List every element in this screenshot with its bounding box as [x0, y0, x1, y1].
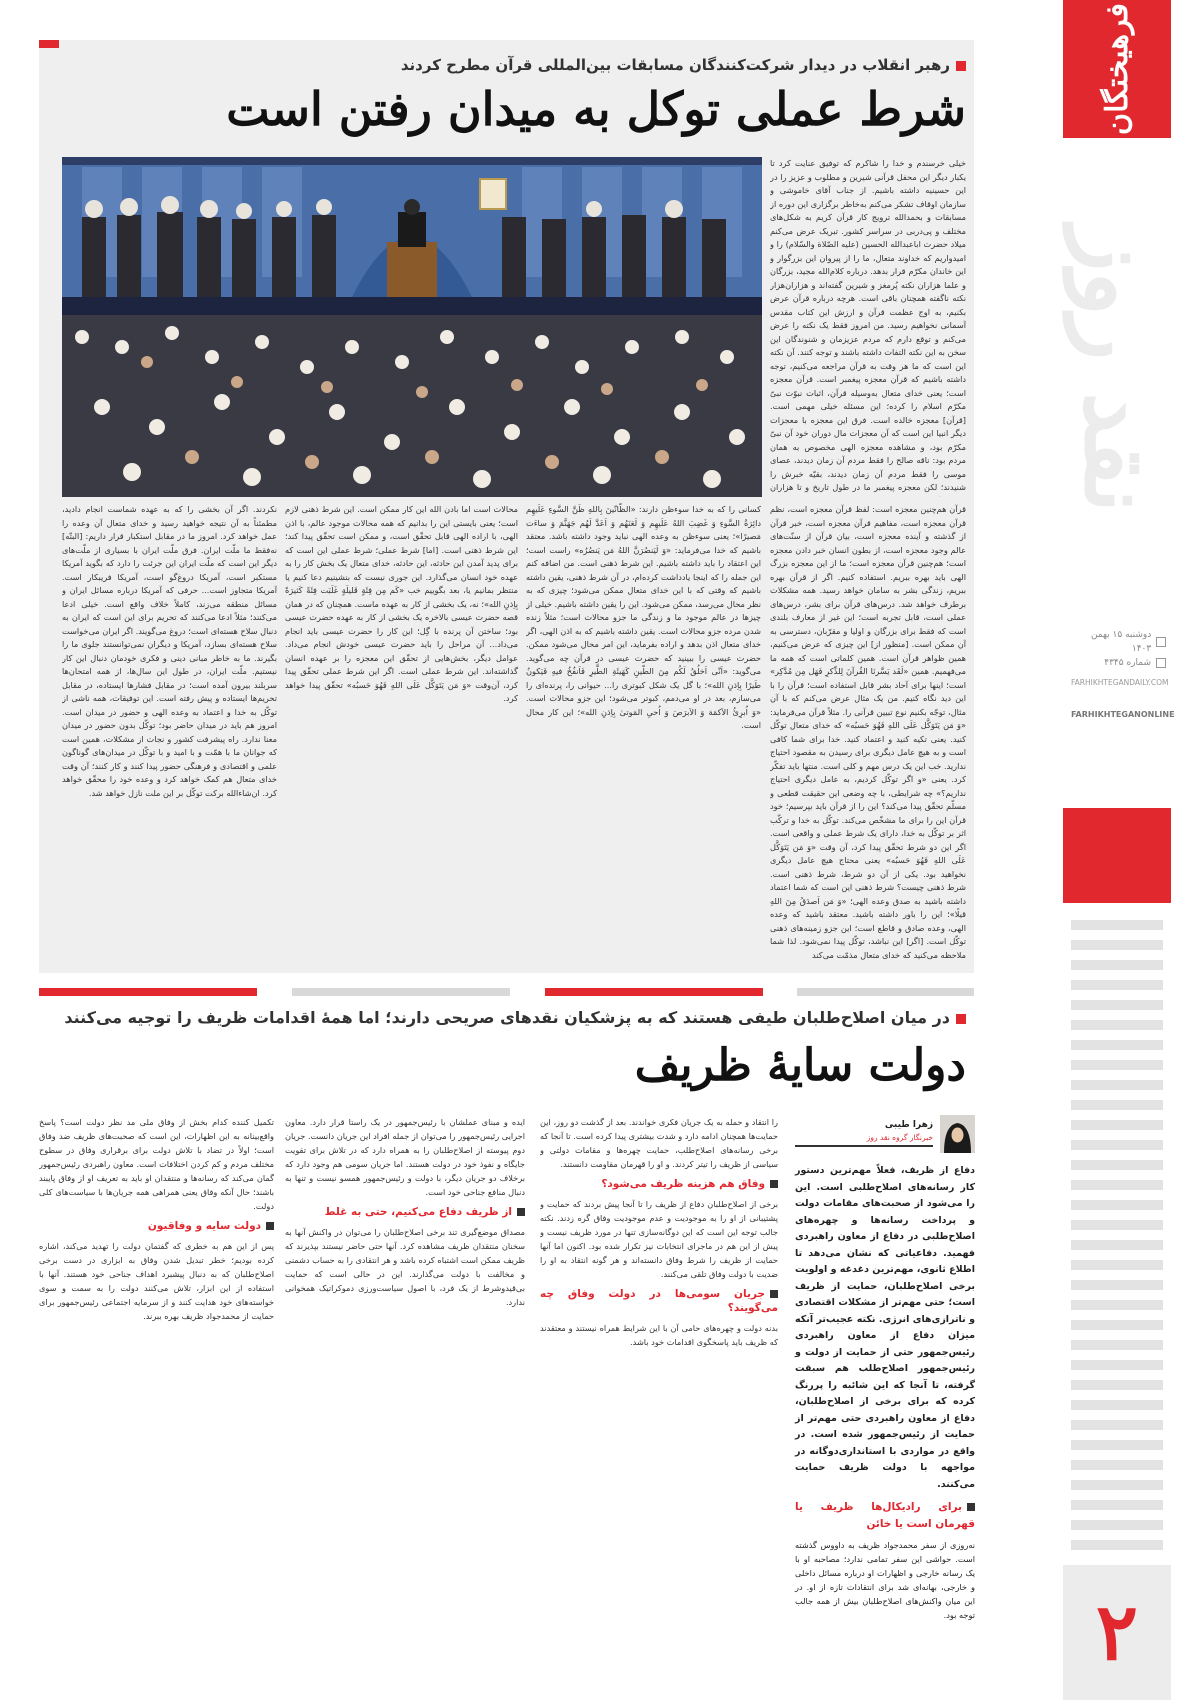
article-2-col-c: ایده و مبنای عملشان با رئیس‌جمهور در یک راستا قرار دارد. معاون اجرایی رئیس‌جمهور را می‌توان از جمله افراد این جریان دانست. جریان دوم پیوسته از اصلاح‌طلبان را به همراه دارد که در تلاش برای تقویت جایگاه و نفوذ خود در دولت هستند. اما جریان سومی هم وجود دارد که برخلاف دو جریان دیگر، با دولت و رئیس‌جمهور همسو نیست و تنها به دنبال منافع جناحی خود است. از ظریف دفاع می‌کنیم، حتی به غلط مصداق موضع‌گیری تند برخی اصلاح‌طلبان را می‌توان در واکنش آنها به سخنان منتقدان ظریف مشاهده کرد. آنها حتی حاضر نیستند بپذیرند که ظریف ممکن است اشتباه کرده باشد و هر انتقادی را به حساب دشمنی و مخالفت با دولت می‌گذارند. این در حالی است که حمایت بی‌قیدوشرط از یک فرد، با اصول سیاست‌ورزی دموکراتیک همخوانی ندارد.: [285, 1117, 525, 1307]
article-1-col-right-top: خیلی خرسندم و خدا را شاکرم که توفیق عنایت کرد تا یکبار دیگر این محفل قرآنی شیرین و مطلوب و عزیز را در این حسینیه داشته باشیم. از جناب آقای خاموشی و سازمان اوقاف تشکر می‌کنم به‌خاطر برگزاری این دوره از مسابقات و بحمدالله ترویج کار قرآن کریم به شکل‌های مختلف و پی‌دربی در سراسر کشور. تبریک عرض می‌کنم میلاد حضرت اباعبدالله الحسین (علیه الصّلاة والسّلام) را و امیدواریم که خداوند متعال، ما را از پیروان این بزرگوار و این خاندان مکرّم قرار بدهد. درباره کلام‌الله مجید، بزرگان و علما هزاران نکته پُرمغز و شیرین گفته‌اند و هزاران‌هزار نکته ناگفته همچنان باقی است. هرچه درباره قرآن عرض بکنیم، به اوج عظمت قرآن و ارزش این کتاب مقدس آسمانی نخواهیم رسید. من امروز فقط یک نکته را عرض می‌کنم و توقع دارم که مردم عزیزمان و شنوندگان این سخن به این نکته التفات داشته باشند و توجه کنند. آن نکته این است که ما هر وقت به قرآن مراجعه می‌کنیم، توجه داشته باشیم که قرآن معجزه پیغمبر است. قرآن معجزه است؛ یعنی خدای متعال به‌وسیله قرآن، اثبات نبوّت نبیّ مکرّم اسلام را کرده؛ این مسئله خیلی مهمی است. [قرآن] معجزه خالده است. فرق این معجزه با معجزات دیگر انبیا این است که آن معجزات مال دوران خود آن نبیّ مکرّم بود، و مشاهده معجزه الهی مخصوص به همان مردم بود: ناقه صالح را فقط مردم آن زمان دیدند، عصای موسی را فقط مردم آن زمان دیدند، بقیّه خبرش را شنیدند؛ لکن معجزه پیغمبر ما در طول تاریخ و تا هزاران: [770, 158, 966, 492]
square-bullet-icon: [770, 1290, 778, 1298]
avatar: [940, 1115, 975, 1153]
issue-meta: [1071, 628, 1175, 722]
divider-bar: [797, 988, 974, 996]
article-2-lead: دفاع از ظریف، فعلاً مهم‌ترین دستور کار رسانه‌های اصلاح‌طلبی است. این را می‌شود از صحبت‌های مقامات دولت و پرداخت رسانه‌ها و چهره‌های اصلاح‌طلبی در دفاع از معاون راهبردی فهمید. دفاعیاتی که نشان می‌دهد تا اطلاع ثانوی، مهم‌ترین دغدغه و اولویت برخی اصلاح‌طلبان، حمایت از ظریف است؛ حتی مهم‌تر از مشکلات اقتصادی و ناترازی‌های انرژی. نکته عجیب‌تر آنکه میزان دفاع از معاون راهبردی رئیس‌جمهور حتی از حمایت از دولت و رئیس‌جمهور اصلاح‌طلب هم سبقت گرفته، تا آنجا که این شائبه را پررنگ کرده که برای برخی از اصلاح‌طلبان، دفاع از معاون راهبردی حتی مهم‌تر از حمایت از رئیس‌جمهور شده است. در واقع در مواردی با استانداری‌دوگانه در مواجهه با دولت ظریف حمایت می‌کنند. برای رادیکال‌ها ظریف یا قهرمان است یا خائن نه‌روزی از سفر محمدجواد ظریف به داووس گذشته است. حواشی این سفر تمامی ندارد؛ مصاحبه او با یک رسانه خارجی و اظهارات او درباره مسائل داخلی و خارجی، بهانه‌ای شد برای انتقادات تازه از او. در این میان واکنش‌های اصلاح‌طلبان بیش از همه جالب توجه بود.: [795, 1165, 975, 1620]
article-2-headline[interactable]: دولت سایهٔ ظریف: [634, 1040, 966, 1091]
sidebar-stripes: [1071, 920, 1163, 1560]
square-bullet-icon: [517, 1208, 525, 1216]
article-1-kicker: رهبر انقلاب در دیدار شرکت‌کنندگان مسابقات بین‌المللی قرآن مطرح کردند: [401, 56, 966, 74]
square-bullet-icon: [266, 1222, 274, 1230]
article-1-accent: [39, 40, 59, 48]
article-1-col-right-bottom: قرآن هم‌چنین معجزه است: لفظ قرآن معجزه است، نظم قرآن معجزه است، مفاهیم قرآن معجزه است، خبر قرآن از گذشته و آینده معجزه است، بیان قرآن از سنّت‌های عالم وجود معجزه است، از بطون انسان خبر دادن معجزه است؛ هم‌چنین قرآن معجزه است؛ ما از این معجزه بزرگ الهی باید بهره ببریم. استفاده کنیم. اگر از قرآن بهره ببریم، زندگی بشر به سامان خواهد رسید. همه مشکلات برطرف خواهد شد. درس‌های قرآن برای بشر، درس‌های عملی است، قابل تجربه است؛ این غیر از معارف بلندی است که فقط برای بزرگان و اولیا و مقرّبان، دسترسی به آن ممکن است. [منظور از] این چیزی که عرض می‌کنیم، همین ظواهر قرآن است. همین کلماتی است که همه ما می‌فهمیم. همین «لَقَد یَسَّرنَا القُرآنَ لِلذِّکرِ فَهَل مِن مُدَّکِر» است؛ اینها برای آحاد بشر قابل استفاده است؛ قرآن را با این دید نگاه کنیم. من یک مثال عرض می‌کنم که با آن مثال، توجّه بکنیم نوع تبیین قرآنی را. مثلاً قرآن می‌فرماید: «وَ مَن یَتَوَکَّل عَلَی اللهِ فَهُوَ حَسبُه» که خدای متعال توکّل کنید. یعنی تکیه کنید و اعتماد کنید. خدا برای شما کافی است و به هیچ عامل دیگری برای رسیدن به مقصود احتیاج ندارید. خب این یک درس مهم و کلی است. منتها باید تفکّر کرد. یعنی «و اگر توکّل کردیم، به عامل دیگری احتیاج نداریم؟» چه شرایطی، با چه وضعی این حقیقت قطعی و مسلّم تحقّق پیدا می‌کند؟ این را از قرآن باید بپرسیم؛ خود قرآن این را برای ما مشخّص می‌کند. توکّل به خدا و ترکّب اثر بر توکّل به خدا، دارای یک شرط عملی و واقعی است. اگر این دو شرط تحقّق پیدا کرد، آن وقت «وَ مَن یَتَوَکَّل عَلَی اللهِ فَهُوَ حَسبُه» یعنی محتاج هیچ عامل دیگری نخواهید بود. یکی از آن دو شرط، شرط ذهنی است. شرط ذهنی چیست؟ شرط ذهنی این است که شما اعتماد داشته باشید به صدق وعده الهی؛ «وَ مَن اَصدَقُ مِنَ اللهِ قیلًا»؛ این را باور داشته باشید. معتقد باشید که وعده الهی، وعده صادق و قاطع است؛ این جزو زمینه‌های ذهنی توکّل است. [اگر] این نباشد، توکّل پیدا نمی‌شود. لذا شما ملاحظه می‌کنید که خدای متعال مذمّت می‌کند: [770, 504, 966, 960]
square-bullet-icon: [967, 1503, 975, 1511]
website-link[interactable]: FARHIKHTEGANDAILY.COM: [1071, 678, 1169, 687]
article-1-col-3: محالات است اما بادن الله این کار ممکن است. این شرط ذهنی لازم است؛ یعنی بایستی این را بدانیم که همه محالات موجود عالم، با اذن الهی، با اراده الهی قابل تحقّق است، و ممکن است تحقّق پیدا کند؛ این شرط ذهنی است. [اما] شرط عملی؛ شرط عملی این است که برای پدید آمدن این حادثه، این حادثه، خدای متعال یک بخش کار را به عهده خود انسان می‌گذارد. این جوری نیست که بنشینیم دعا کنیم یا منتظر بمانیم یا، بعد بگوییم خب «کَم مِن فِئَةٍ قَلیلَةٍ غَلَبَت فِئَةً کَثیرَةً بِاِذنِ الله»؛ نه، یک بخشی از کار به عهده ماست. همچنان که در همان قصه حضرت عیسی بالاخره یک بخشی از کار به عهده حضرت عیسی بود؛ ساختن آن پرنده با گِل؛ این کار را حضرت عیسی باید انجام می‌داد... آن مراحل را باید حضرت عیسی خودش انجام می‌داد. عوامل دیگر، بخش‌هایی از تحقّق این معجزه را بر عهده انسان گذاشته‌اند. این شرط عملی است. اگر این شرط عملی تحقّق پیدا کرد، آن‌وقت «وَ مَن یَتَوَکَّل عَلَی اللهِ فَهُوَ حَسبُه» تحقّق پیدا خواهد کرد.: [285, 504, 518, 703]
article-1-col-4: نکردند. اگر آن بخشی را که به عهده شماست انجام دادید، مطمئناً به آن نتیجه خواهید رسید و خدای متعال آن وعده را عمل خواهد کرد. امروز ما در مقابل استکبار قرار داریم: [البتّه] نه‌فقط ما ملّت ایران. فرق ملّت ایران با بسیاری از ملّت‌های دیگر این است که ملّت ایران این جرئت را دارد که بگوید آمریکا مستکبر است، آمریکا دروغ‌گو است، آمریکا فریبکار است. آمریکا متجاوز است... حرفی که آمریکا درباره مسائل ایران و مسائل منطقه می‌زند، کاملاً خلاف واقع است. خیلی ادعا می‌کنند؛ مثلاً ادعا می‌کنند که تحریم برای این است که ایران به دنبال سلاح هسته‌ای است؛ دروغ می‌گویند. اگر ایران می‌خواست سلاح هسته‌ای بسازد، آمریکا و دیگران نمی‌توانستند جلوی ما را بگیرند. ما به خاطر مبانی دینی و فکری خودمان دنبال این کار نیستیم. ملّت ایران، در طول این سال‌ها، از همه امتحان‌ها سربلند بیرون آمده است؛ در مقابل فشارها ایستاده، در مقابل تحریم‌ها ایستاده و پیش رفته است. این توفیقات، همه ناشی از توکّل به خدا و اعتماد به وعده الهی و حضور در میدان است. امروز هم باید در میدان حاضر بود؛ توکّل بدون حضور در میدان معنا ندارد. راه پیشرفت کشور و نجات از مشکلات، همین است که جوانان ما با همّت و با امید و با توکّل در میدان‌های گوناگون علمی و اقتصادی و فرهنگی حضور پیدا کنند و کار کنند؛ آن وقت خدای متعال هم کمک خواهد کرد و وعده خود را محقّق خواهد کرد. ان‌شاءالله برکت توکّل بر این ملت نازل خواهد شد.: [62, 504, 277, 798]
ceremony-photo: [62, 157, 762, 497]
brand-logo[interactable]: [1063, 0, 1171, 138]
subhead-1: برای رادیکال‌ها ظریف یا قهرمان است یا خائن: [795, 1501, 975, 1530]
author-avatar-icon: [940, 1115, 975, 1153]
divider-bar: [39, 988, 257, 996]
article-2-kicker: در میان اصلاح‌طلبان طیفی هستند که به پزشکیان نقدهای صریحی دارند؛ اما همهٔ اقدامات ظریف را توجیه می‌کنند: [64, 1008, 966, 1027]
author-role: خبرنگار گروه نقد روز: [866, 1133, 933, 1142]
author-byline: [795, 1115, 975, 1155]
divider-bar: [545, 988, 763, 996]
social-handle[interactable]: FARHIKHTEGANONLINE: [1071, 710, 1175, 719]
subhead-4: از ظریف دفاع می‌کنیم، حتی به غلط: [285, 1205, 525, 1219]
article-1-col-2: کسانی را که به خدا سوءظن دارند: «الظّانّینَ بِاللهِ ظَنَّ السَّوءِ عَلَیهِم دائِرَةُ السَّوءِ وَ غَضِبَ اللهُ عَلَیهِم وَ لَعَنَهُم وَ اَعَدَّ لَهُم جَهَنَّمَ وَ ساءَت مَصیرًا»؛ یعنی سوءظن به وعده الهی نباید وجود داشته باشد. معتقد باشیم که خدا می‌فرماید: «وَ لَیَنصُرَنَّ اللهُ مَن یَنصُرُه» راست است؛ این اعتقاد را باید داشته باشیم. این شرط ذهنی است. من اضافه کنم این جمله را که اینجا یادداشت کرده‌ام، در آن شرط ذهنی، یقین داشته باشیم که وقتی که با این خدای متعال ممکن می‌شود؛ چیزی که به نظر محال می‌رسد، ممکن می‌شود. این را یقین داشته باشیم. خیلی از چیزها در عالم موجود ما و زندگی ما جزو محالات است؛ مثلاً زنده شدن مرده جزو محالات است. یقین داشته باشیم که به اذن الهی، اگر خدای متعال اذن بدهد و اراده بفرماید، این امر محال می‌شود ممکن. حضرت عیسی را ببینید که حضرت عیسی در قرآن چه می‌گوید. می‌گوید: «اَنّی اَخلُقُ لَکُم مِنَ الطّینِ کَهَیئَةِ الطَّیرِ فَاَنفُخُ فیهِ فَیَکونُ طَیرًا بِاِذنِ الله»؛ با گل یک شکل کبوتری را... حیوانی را، پرنده‌ای را می‌سازم، بعد در او می‌دمم، کبوتر می‌شود؛ این جزو محالات است. «وَ اُبرِئُ الاَکمَهَ وَ الاَبرَصَ وَ اُحیِ المَوتیٰ بِاِذنِ الله»؛ این کار محال است.: [526, 504, 761, 730]
calendar-icon: [1156, 637, 1166, 647]
article-2-col-d: تکمیل کننده کدام بخش از وفاق ملی مد نظر دولت است؟ پاسخ واقع‌بینانه به این اظهارات، این است که صحبت‌های ظریف ضد وفاق است؛ اولاً در تضاد با تلاش دولت برای برقراری وفاق در سطوح مختلف مردم و کم کردن اختلافات است. معاون راهبردی رئیس‌جمهور گمان می‌کند که رسانه‌ها و منتقدان او باید به تعریف او از وفاق پایبند باشند؛ حال آنکه وفاق یعنی همراهی همه جریان‌ها با سیاست‌های کلی دولت. دولت سایه و وفاقیون پس از این هم به خطری که گفتمان دولت را تهدید می‌کند، اشاره کرده بودیم؛ خطر تبدیل شدن وفاق به ابزاری در دست برخی اصلاح‌طلبان که به دنبال پیشبرد اهداف جناحی خود هستند. آنها با استفاده از این ابزار، تلاش می‌کنند دولت را به سمت و سوی خواسته‌های خود هدایت کنند و از سرمایه اجتماعی رئیس‌جمهور برای حمایت از محمدجواد ظریف بهره ببرند.: [39, 1117, 274, 1321]
issue-date: دوشنبه ۱۵ بهمن ۱۴۰۳: [1090, 630, 1152, 654]
author-underline: [795, 1145, 933, 1147]
issue-icon: [1156, 658, 1166, 668]
square-bullet-icon: [956, 61, 966, 71]
subhead-2: وفاق هم هزینه ظریف می‌شود؟: [540, 1177, 778, 1191]
sidebar: [1063, 0, 1191, 1700]
subhead-3: جریان سومی‌ها در دولت وفاق چه می‌گویند؟: [540, 1288, 778, 1314]
sidebar-accent: [1063, 808, 1171, 903]
subhead-5: دولت سایه و وفاقیون: [39, 1219, 274, 1233]
brand-name: فرهیختگان: [1099, 3, 1135, 135]
page-number-box: [1063, 1565, 1171, 1700]
article-1-headline[interactable]: شرط عملی توکل به میدان رفتن است: [226, 82, 966, 136]
author-name: زهرا طیبی: [884, 1120, 933, 1130]
divider-bar: [292, 988, 510, 996]
issue-number: شماره ۴۳۴۵: [1104, 658, 1151, 668]
article-2-col-b: را انتقاد و حمله به یک جریان فکری خواندند. بعد از گذشت دو روز، این حمایت‌ها همچنان ادامه دارد و شدت بیشتری پیدا کرده است. تا آنجا که برخی رسانه‌های اصلاح‌طلب، حمایت چهره‌ها و مقامات دولتی و سیاسی از ظریف را تیتر کردند. و او را قهرمان مقاومت دانستند. وفاق هم هزینه ظریف می‌شود؟ برخی از اصلاح‌طلبان دفاع از ظریف را تا آنجا پیش بردند که حمایت و پشتیبانی از او را به موجودیت و عدم موجودیت وفاق گره زدند. نکته جالب توجه این است که این دوگانه‌سازی تنها در مورد ظریف نیست و پیش از این هم در ماجرای انتخابات نیز تکرار شده بود. اکنون اما آنها حمایت از ظریف را شرط وفاق دانسته‌اند و هر گونه انتقاد به او را ضدیت با دولت وفاق تلقی می‌کنند. جریان سومی‌ها در دولت وفاق چه می‌گویند؟ بدنه دولت و چهره‌های حامی آن با این شرایط همراه نیستند و معتقدند که ظریف باید پاسخگوی اقدامات خود باشد.: [540, 1117, 778, 1347]
section-title: نقد روز: [1064, 227, 1172, 513]
square-bullet-icon: [956, 1014, 966, 1024]
subhead-1-text: نه‌روزی از سفر محمدجواد ظریف به داووس گذشته است. حواشی این سفر تمامی ندارد؛ مصاحبه او با یک رسانه خارجی و اظهارات او درباره مسائل داخلی و خارجی، بهانه‌ای شد برای انتقادات تازه از او. در این میان واکنش‌های اصلاح‌طلبان بیش از همه جالب توجه بود.: [795, 1540, 975, 1620]
square-bullet-icon: [770, 1180, 778, 1188]
page-number: ۲: [1096, 1587, 1138, 1678]
article-1-photo: [62, 157, 762, 497]
